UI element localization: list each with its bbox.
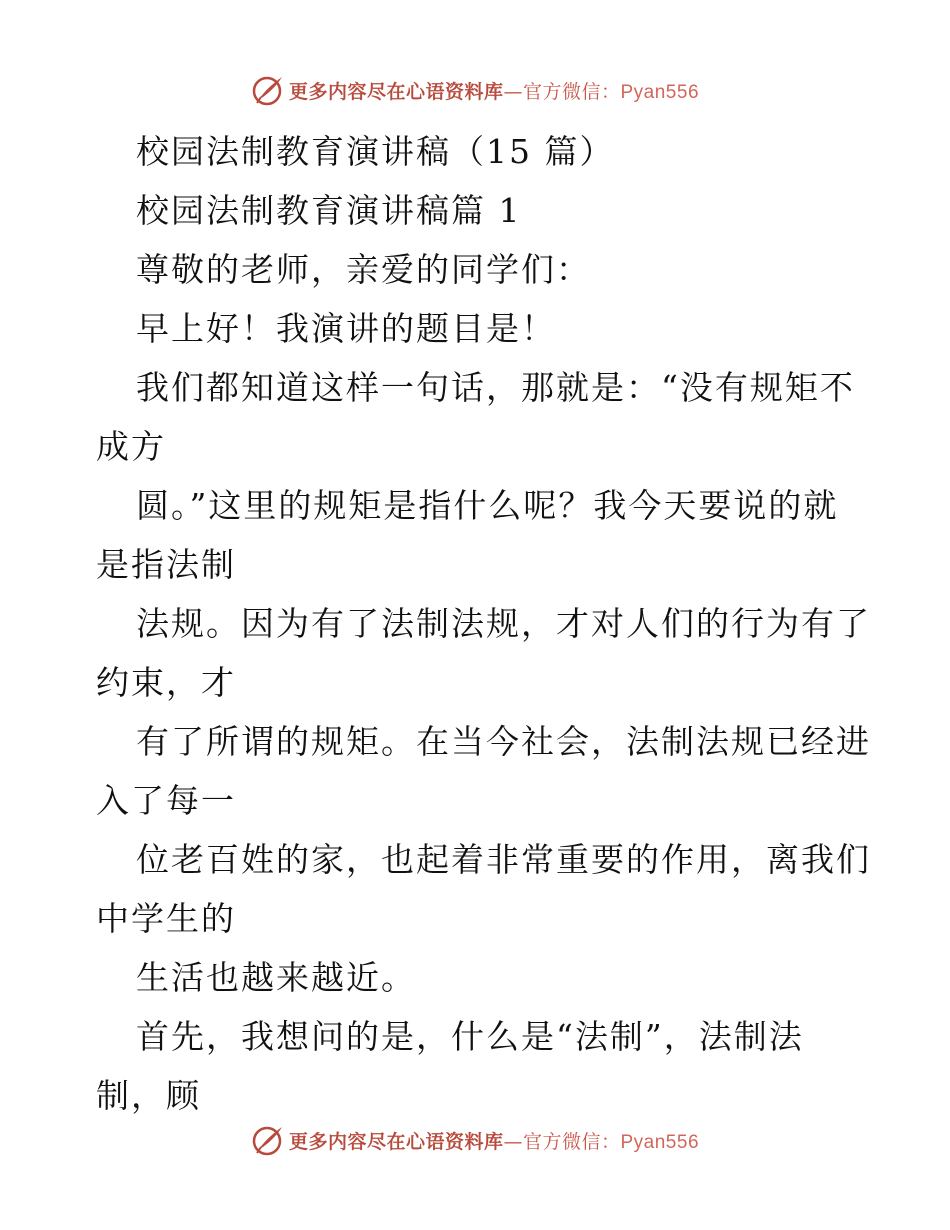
feather-pen-logo-icon [251,73,285,107]
header-watermark [0,70,950,110]
text-line: 尊敬的老师，亲爱的同学们： [136,250,591,289]
header-watermark-text [289,77,699,104]
document-body [96,122,871,1125]
footer-watermark-official: —官方微信： [503,1130,621,1153]
header-watermark-official: —官方微信： [503,80,621,103]
text-line: 位老百姓的家，也起着非常重要的作用，离我们 [136,840,871,879]
text-line: 是指法制 [96,545,236,584]
text-line: 圆。”这里的规矩是指什么呢？我今天要说的就 [136,486,839,525]
text-line: 约束，才 [96,663,236,702]
text-line: 校园法制教育演讲稿篇 1 [136,191,522,230]
text-line: 中学生的 [96,899,236,938]
header-watermark-wechat: Pyan556 [620,81,700,103]
text-line: 首先，我想问的是，什么是“法制”，法制法 [136,1017,804,1056]
text-line: 校园法制教育演讲稿（15 篇） [136,132,615,171]
footer-watermark [0,1120,950,1160]
text-line: 有了所谓的规矩。在当今社会，法制法规已经进 [136,722,871,761]
footer-watermark-text [289,1127,699,1154]
footer-watermark-main: 更多内容尽在心语资料库 [288,1130,504,1153]
text-line: 生活也越来越近。 [136,958,416,997]
text-line: 制，顾 [96,1076,201,1115]
text-line: 入了每一 [96,781,236,820]
header-watermark-main: 更多内容尽在心语资料库 [288,80,504,103]
footer-watermark-wechat: Pyan556 [620,1131,700,1153]
text-line: 法规。因为有了法制法规，才对人们的行为有了 [136,604,871,643]
text-line: 早上好！我演讲的题目是！ [136,309,556,348]
text-line: 我们都知道这样一句话，那就是：“没有规矩不 [136,368,855,407]
feather-pen-logo-icon [251,1123,285,1157]
text-line: 成方 [96,427,166,466]
